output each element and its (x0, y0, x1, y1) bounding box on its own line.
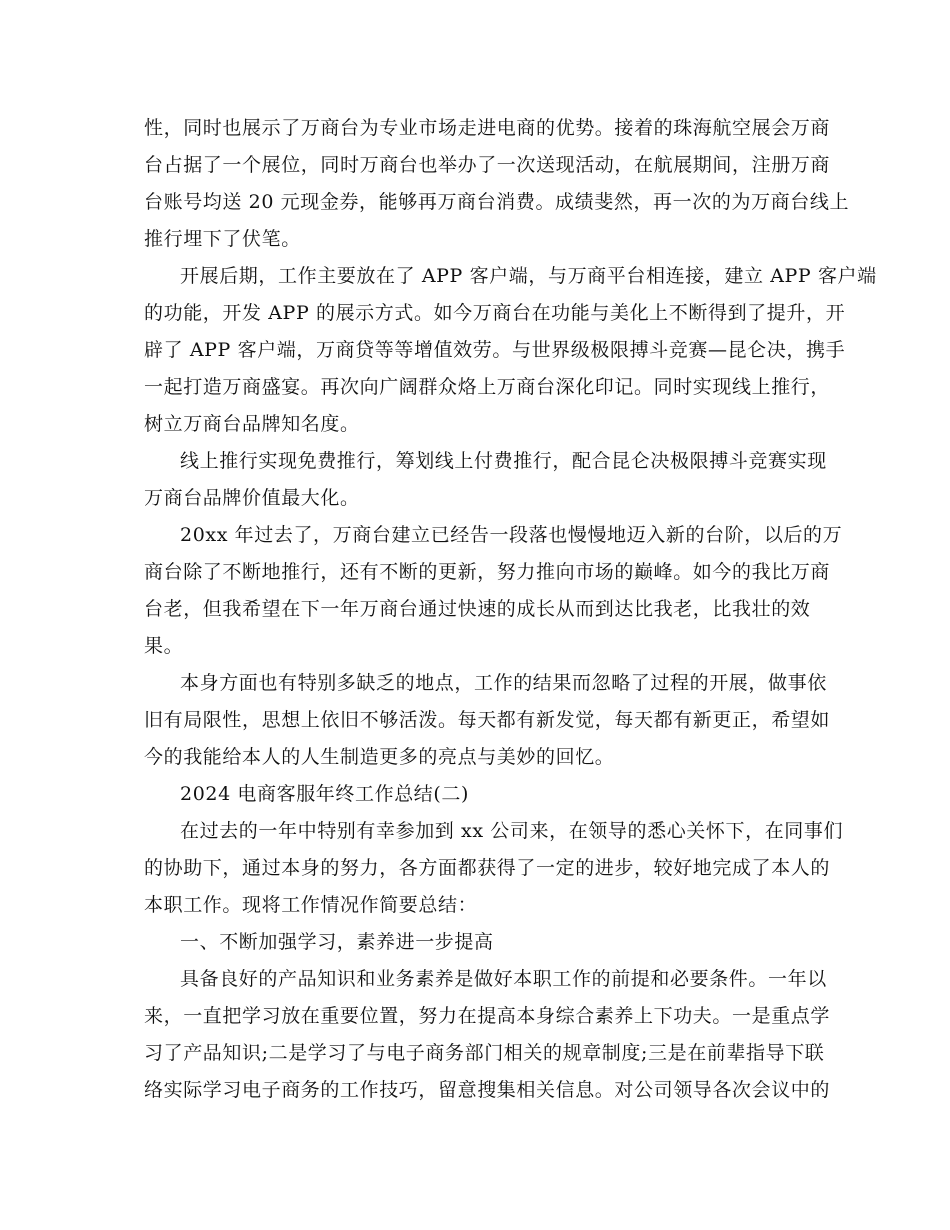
text-line: 台老，但我希望在下一年万商台通过快速的成长从而到达比我老，比我壮的效 (144, 598, 811, 620)
text-line: 来，一直把学习放在重要位置，努力在提高本身综合素养上下功夫。一是重点学 (144, 1005, 831, 1027)
text-line: 旧有局限性，思想上依旧不够活泼。每天都有新发觉，每天都有新更正，希望如 (144, 709, 831, 731)
text-line: 的协助下，通过本身的努力，各方面都获得了一定的进步，较好地完成了本人的 (144, 857, 831, 879)
paragraph-first-line: 具备良好的产品知识和业务素养是做好本职工作的前提和必要条件。一年以 (180, 968, 827, 990)
text-line: 台账号均送 20 元现金券，能够再万商台消费。成绩斐然，再一次的为万商台线上 (144, 191, 850, 213)
text-line: 台占据了一个展位，同时万商台也举办了一次送现活动，在航展期间，注册万商 (144, 154, 831, 176)
text-line: 果。 (144, 635, 184, 657)
paragraph-first-line: 开展后期，工作主要放在了 APP 客户端，与万商平台相连接，建立 APP 客户端 (180, 265, 877, 287)
text-line: 一起打造万商盛宴。再次向广阔群众烙上万商台深化印记。同时实现线上推行， (144, 376, 831, 398)
subsection-heading: 一、不断加强学习，素养进一步提高 (180, 931, 494, 953)
paragraph-first-line: 在过去的一年中特别有幸参加到 xx 公司来，在领导的悉心关怀下，在同事们 (180, 820, 844, 842)
paragraph-first-line: 线上推行实现免费推行，筹划线上付费推行，配合昆仑决极限搏斗竞赛实现 (180, 450, 827, 472)
text-line: 推行埋下了伏笔。 (144, 228, 301, 250)
text-line: 商台除了不断地推行，还有不断的更新，努力推向市场的巅峰。如今的我比万商 (144, 561, 831, 583)
paragraph-first-line: 20xx 年过去了，万商台建立已经告一段落也慢慢地迈入新的台阶，以后的万 (180, 524, 843, 546)
text-line: 络实际学习电子商务的工作技巧，留意搜集相关信息。对公司领导各次会议中的 (144, 1079, 831, 1101)
text-line: 习了产品知识;二是学习了与电子商务部门相关的规章制度;三是在前辈指导下联 (144, 1042, 825, 1064)
text-line: 辟了 APP 客户端，万商贷等等增值效劳。与世界级极限搏斗竞赛—昆仑决，携手 (144, 339, 846, 361)
section-heading: 2024 电商客服年终工作总结(二) (180, 783, 470, 805)
text-line: 本职工作。现将工作情况作简要总结： (144, 894, 478, 916)
text-line: 树立万商台品牌知名度。 (144, 413, 360, 435)
text-line: 万商台品牌价值最大化。 (144, 487, 360, 509)
text-line: 的功能，开发 APP 的展示方式。如今万商台在功能与美化上不断得到了提升，开 (144, 302, 846, 324)
text-line: 性，同时也展示了万商台为专业市场走进电商的优势。接着的珠海航空展会万商 (144, 117, 831, 139)
text-line: 今的我能给本人的人生制造更多的亮点与美妙的回忆。 (144, 746, 615, 768)
paragraph-first-line: 本身方面也有特别多缺乏的地点，工作的结果而忽略了过程的开展，做事依 (180, 672, 827, 694)
